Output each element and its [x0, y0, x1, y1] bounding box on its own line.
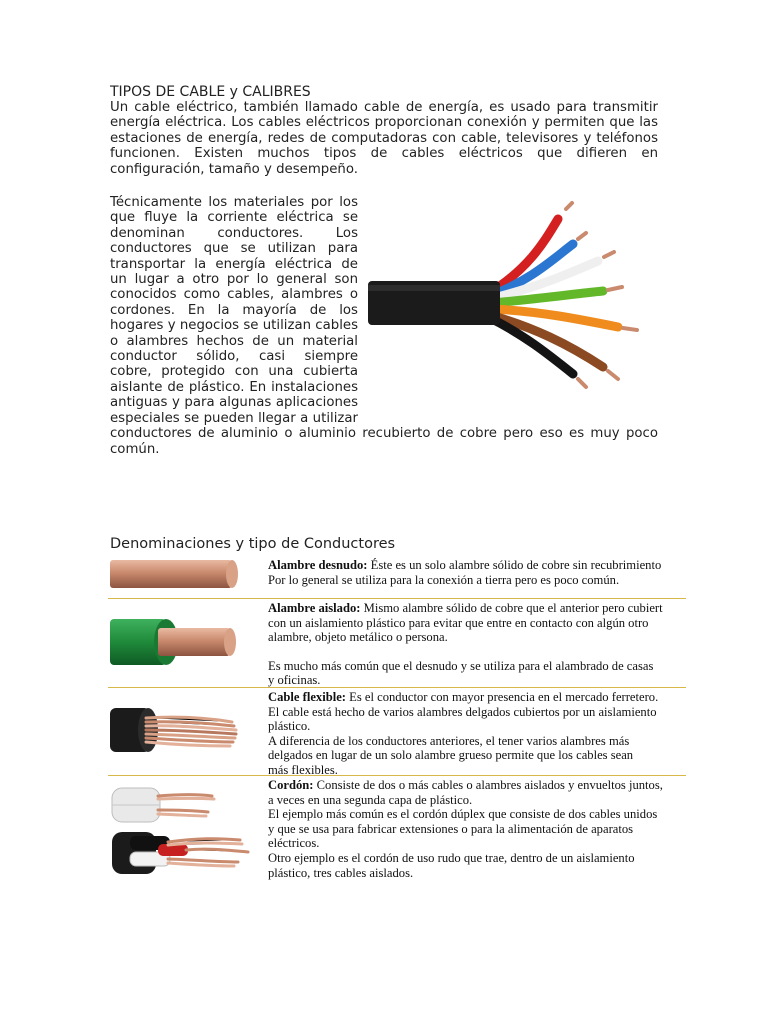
conductor-description: Cable flexible: Es el conductor con mayor presencia en el mercado ferretero. El cable está hecho de varios alambres delgados cubiertos por un aislamiento plástico. A diferencia de los conductores anteriores, el tener varios alambres más delgados en lugar de un solo alambre grueso permite que los cables sean más flexibles.: [268, 690, 659, 777]
conductor-types-table: [108, 556, 686, 886]
section-title: Denominaciones y tipo de Conductores: [110, 536, 396, 552]
conductor-description: Cordón: Consiste de dos o más cables o alambres aislados y envueltos juntos, a veces en una segunda capa de plástico. El ejemplo más común es el cordón dúplex que consiste de dos cables unidos y que se usa para fabricar extensiones o para la alimentación de aparatos eléctricos. Otro ejemplo es el cordón de uso rudo que trae, dentro de un aislamiento plástico, tres cables aislados.: [268, 778, 663, 880]
conductor-description: Alambre desnudo: Éste es un solo alambre sólido de cobre sin recubrimiento Por lo general se utiliza para la conexión a tierra pero es poco común.: [268, 558, 662, 587]
intro-paragraph: Un cable eléctrico, también llamado cable de energía, es usado para transmitir energía eléctrica. Los cables eléctricos proporcionan conexión y permiten que las estaciones de energía, redes de computadoras con cable, televisores y teléfonos funcionen. Existen muchos tipos de cables eléctricos que difieren en configuración, tamaño y desempeño.: [110, 100, 658, 177]
conductor-name: Cable flexible:: [268, 690, 346, 704]
conductor-row-insulated-wire: [108, 599, 686, 688]
document-title: TIPOS DE CABLE y CALIBRES: [110, 84, 311, 100]
conductor-name: Cordón:: [268, 778, 314, 792]
conductor-row-cord: [108, 776, 686, 886]
multicore-cable-image: [368, 199, 658, 414]
flexible-cable-image: [108, 704, 258, 764]
conductor-row-bare-wire: [108, 556, 686, 599]
insulated-wire-image: [108, 615, 258, 675]
conductor-description: Alambre aislado: Mismo alambre sólido de cobre que el anterior pero cubiert con un aislamiento plástico para evitar que entre en contacto con algún otro alambre, objeto metálico o persona. Es mucho más común que el desnudo y se utiliza para el alambrado de casas y oficinas.: [268, 601, 663, 688]
bare-copper-wire-image: [108, 556, 258, 602]
conductors-paragraph-block: [110, 195, 658, 457]
conductor-row-flexible-cable: [108, 688, 686, 776]
conductor-name: Alambre aislado:: [268, 601, 361, 615]
conductors-paragraph: Técnicamente los materiales por los que fluye la corriente eléctrica se denominan conductores. Los conductores que se utilizan para transportar la energía eléctrica de un lugar a otro por lo general son conocidos como cables, alambres o cordones. En la mayoría de los hogares y negocios se utilizan cables o alambres hechos de un material conductor sólido, casi siempre cobre, protegido con una cubierta aislante de plástico. En instalaciones antiguas y para algunas aplicaciones especiales se pueden llegar a utilizar conductores de aluminio o aluminio recubierto de cobre pero eso es muy poco común.: [110, 195, 658, 457]
conductor-name: Alambre desnudo:: [268, 558, 368, 572]
cord-image: [108, 780, 258, 884]
